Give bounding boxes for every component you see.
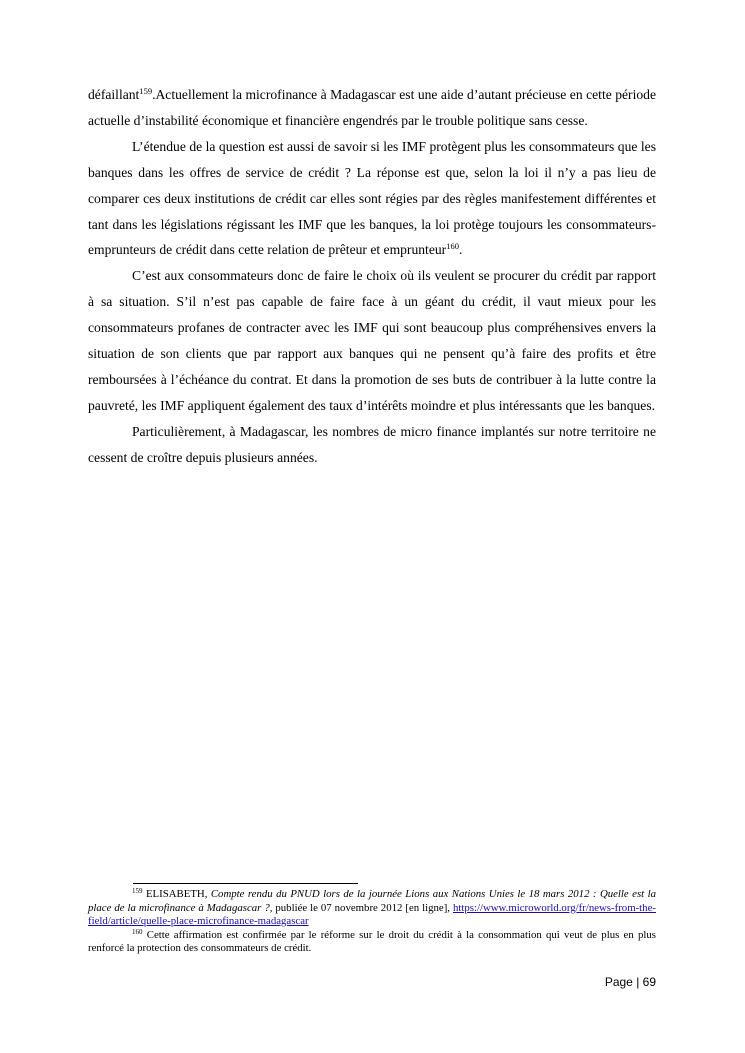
paragraph-2-text-start: L’étendue de la question est aussi de savoir si les IMF protègent plus les consommateurs que les banques dans les offres de service de crédit ? La réponse est que, selon la loi il n’y a pas lieu de comparer ces deux institutions de crédit car elles sont régies par des règles manifestement différentes et tant dans les législations régissant les IMF que les banques, la loi protège toujours les consommateurs-emprunteurs de crédit dans cette relation de prêteur et emprunteur xyxy=(88,138,656,258)
footnote-number: 160 xyxy=(132,927,143,936)
footnote-ref-160[interactable]: 160 xyxy=(446,241,459,252)
footnote-number: 159 xyxy=(132,887,143,895)
paragraph-2-text-end: . xyxy=(458,242,463,258)
footnote-text: Cette affirmation est confirmée par le réforme sur le droit du crédit à la consommation qui veut de plus en plus renforcé la protection des consommateurs de crédit. xyxy=(88,928,656,955)
page-number: Page | 69 xyxy=(604,975,656,989)
footnote-details: , publiée le 07 novembre 2012 [en ligne], xyxy=(269,901,450,914)
paragraph-4: Particulièrement, à Madagascar, les nombres de micro finance implantés sur notre territoire ne cessent de croître depuis plusieurs années. xyxy=(88,423,656,465)
footnote-link[interactable]: https://www.microworld.org/fr/news-from-the-field/article/quelle-place-microfinance-madagascar xyxy=(88,901,656,928)
paragraph-2 xyxy=(88,134,656,264)
document-body xyxy=(88,82,656,471)
footnote-ref-159[interactable]: 159 xyxy=(139,86,153,96)
footnote-159 xyxy=(88,888,656,929)
footnote-author: ELISABETH, xyxy=(145,888,208,900)
footnote-title: Compte rendu du PNUD lors de la journée Lions aux Nations Unies le 18 mars 2012 : Quelle est la place de la microfinance à Madagascar ? xyxy=(88,888,656,914)
paragraph-1 xyxy=(88,82,656,134)
paragraph-1-text-start: défaillant xyxy=(88,87,140,102)
footnote-separator xyxy=(133,883,358,884)
paragraph-3: C’est aux consommateurs donc de faire le choix où ils veulent se procurer du crédit par rapport à sa situation. S’il n’est pas capable de faire face à un géant du crédit, il vaut mieux pour les consommateurs profanes de contracter avec les IMF qui sont beaucoup plus compréhensives envers la situation de son clients que par rapport aux banques qui ne pensent qu’à faire des profits et être remboursées à l’échéance du contrat. Et dans la promotion de ses buts de contribuer à la lutte contre la pauvreté, les IMF appliquent également des taux d’intérêts moindre et plus intéressants que les banques. xyxy=(88,268,656,413)
paragraph-1-text-end: .Actuellement la microfinance à Madagascar est une aide d’autant précieuse en cette période actuelle d’instabilité économique et financière engendrés par le trouble politique sans cesse. xyxy=(88,87,656,128)
footnote-160 xyxy=(88,929,656,956)
footnotes-section xyxy=(88,883,656,956)
